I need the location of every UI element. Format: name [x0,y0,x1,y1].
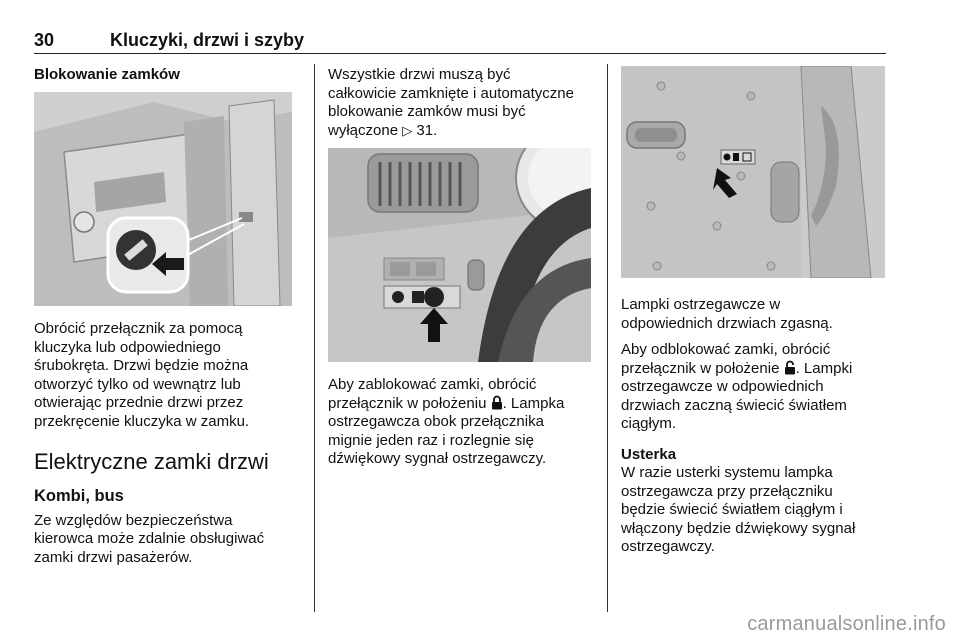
column-divider-2 [607,64,608,612]
text-line: Obrócić przełącznik za pomocą [34,320,243,337]
column-1-text [34,320,304,567]
text-line: przełącznik w położenie [621,359,780,377]
text-line: ostrzegawczy. [621,538,715,555]
text-line: śrubokręta. Drzwi będzie można [34,357,249,374]
lock-closed-icon [491,395,503,410]
figure-dashboard-switch [328,148,591,362]
watermark-text: carmanualsonline.info [747,613,946,635]
column-divider-1 [314,64,315,612]
text-line: odpowiednich drzwiach zgasną. [621,314,833,332]
text-line: ostrzegawcze w odpowiednich [621,378,824,395]
text-line: przełącznik w położeniu [328,394,487,412]
text-line: Aby zablokować zamki, obrócić [328,376,537,393]
page-header [34,30,886,52]
text-line: Wszystkie drzwi muszą być [328,66,511,83]
text-line: przekręcenie kluczyka w zamku. [34,412,250,430]
section-label: Blokowanie zamków [34,66,180,83]
text-line: wyłączone [328,121,399,139]
subsection-heading: Kombi, bus [34,487,124,505]
fault-label: Usterka [621,445,677,463]
figure-door-lock-switch [34,92,292,306]
column-2-bottom-text [328,376,600,469]
paragraph-safety [34,512,304,568]
column-3-text [621,296,885,557]
paragraph-doors-closed [328,66,600,140]
page-reference-icon: ▷ [402,122,413,138]
column-2-top-text [328,66,600,140]
paragraph-fault [621,464,885,557]
text-line: ciągłym. [621,415,677,432]
text-line: W razie usterki systemu lampka [621,464,833,481]
text-fragment: . Lampki [795,359,853,377]
text-line: drzwiach zaczną świecić światłem [621,396,847,414]
figure-door-interior-switch [621,66,885,278]
paragraph-lock-procedure [328,376,600,469]
page-number: 30 [34,30,55,50]
text-fragment: . Lampka [502,394,565,412]
text-line: Lampki ostrzegawcze w [621,296,781,313]
paragraph-lock-instructions [34,320,304,431]
page-reference[interactable]: 31. [416,121,438,139]
text-line: zamki drzwi pasażerów. [34,548,193,566]
header-rule [34,53,886,54]
text-line: otworzyć tylko od wewnątrz lub [34,375,241,393]
lock-open-icon [784,360,796,375]
text-line: ostrzegawcza obok przełącznika [328,413,544,430]
text-line: kluczyka lub odpowiedniego [34,338,221,356]
text-line: ostrzegawcza przy przełączniku [621,482,833,500]
paragraph-unlock-procedure [621,341,885,434]
text-line: włączony będzie dźwiękowy sygnał [621,519,856,537]
text-line: kierowca może zdalnie obsługiwać [34,530,265,547]
text-line: Aby odblokować zamki, obrócić [621,341,831,358]
column-1 [34,66,304,85]
text-line: całkowicie zamknięte i automatyczne [328,84,574,102]
section-heading: Elektryczne zamki drzwi [34,449,269,474]
text-line: mignie jeden raz i rozlegnie się [328,431,534,449]
text-line: dźwiękowy sygnał ostrzegawczy. [328,450,547,467]
text-line: będzie świecić światłem ciągłym i [621,501,843,518]
page-title: Kluczyki, drzwi i szyby [110,30,305,50]
text-line: Ze względów bezpieczeństwa [34,511,233,529]
paragraph-lamps-off [621,296,885,333]
text-line: otwierając przednie drzwi przez [34,394,244,411]
text-line: blokowanie zamków musi być [328,103,526,120]
